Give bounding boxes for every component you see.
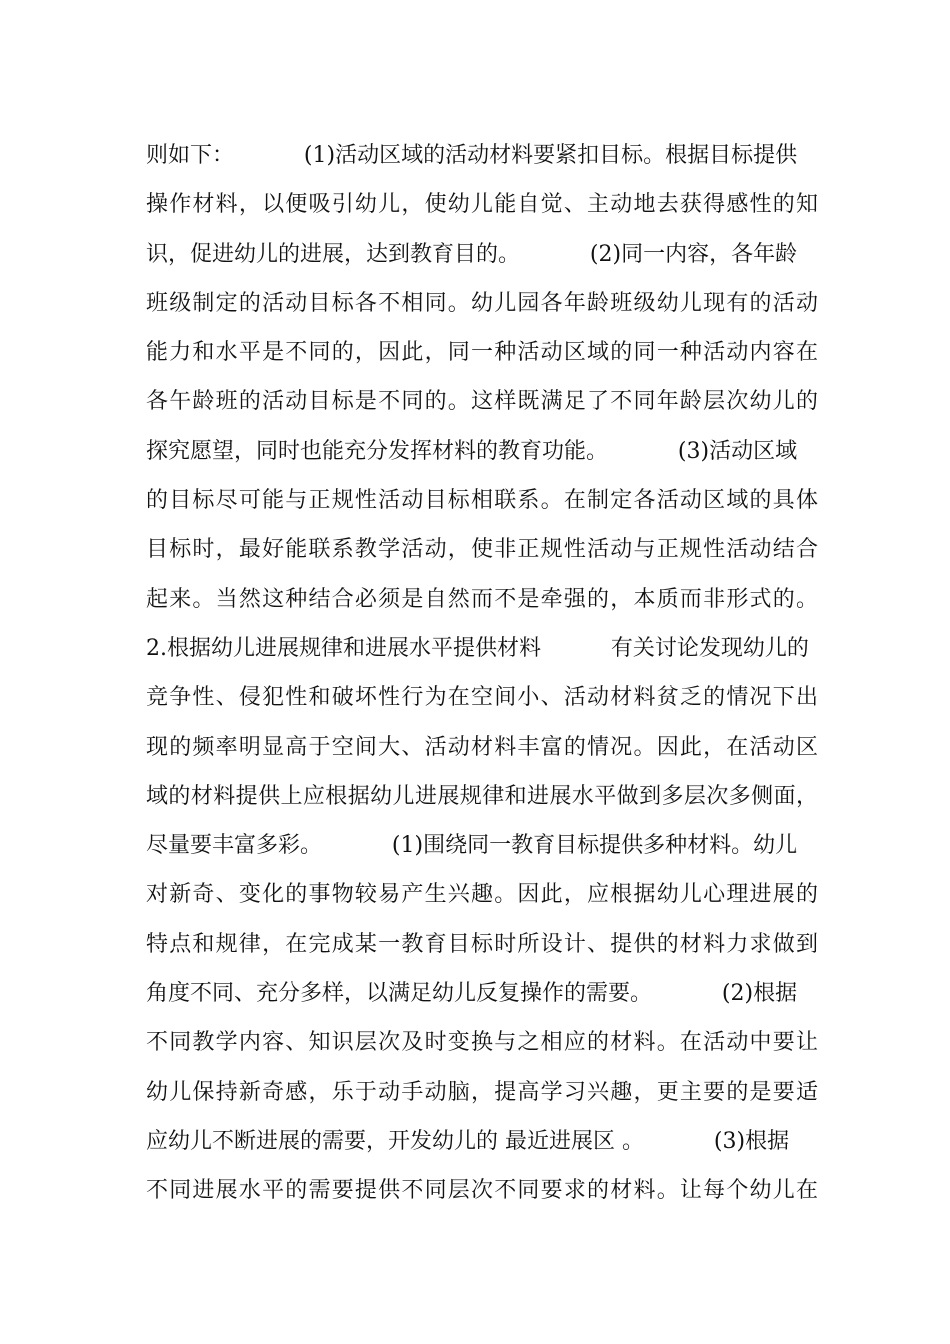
text-line: 探究愿望，同时也能充分发挥材料的教育功能。 (3)活动区域 <box>146 438 798 464</box>
text-line: 对新奇、变化的事物较易产生兴趣。因此，应根据幼儿心理进展的 <box>146 882 818 908</box>
text-line: 现的频率明显高于空间大、活动材料丰富的情况。因此，在活动区 <box>146 734 818 760</box>
text-line: 的目标尽可能与正规性活动目标相联系。在制定各活动区域的具体 <box>146 488 818 514</box>
text-line: 则如下： (1)活动区域的活动材料要紧扣目标。根据目标提供 <box>146 143 798 168</box>
text-line: 目标时，最好能联系教学活动，使非正规性活动与正规性活动结合 <box>146 537 818 563</box>
text-line: 不同进展水平的需要提供不同层次不同要求的材料。让每个幼儿在 <box>146 1178 818 1204</box>
text-line: 尽量要丰富多彩。 (1)围绕同一教育目标提供多种材料。幼儿 <box>146 833 798 859</box>
text-line: 识，促进幼儿的进展，达到教育目的。 (2)同一内容，各年龄 <box>146 241 798 267</box>
text-line: 2.根据幼儿进展规律和进展水平提供材料 有关讨论发现幼儿的 <box>146 635 809 661</box>
text-line: 班级制定的活动目标各不相同。幼儿园各年龄班级幼儿现有的活动 <box>146 290 818 316</box>
text-line: 操作材料，以便吸引幼儿，使幼儿能自觉、主动地去获得感性的知 <box>146 192 818 218</box>
text-line: 角度不同、充分多样，以满足幼儿反复操作的需要。 (2)根据 <box>146 981 798 1007</box>
text-line: 特点和规律，在完成某一教育目标时所设计、提供的材料力求做到 <box>146 931 818 957</box>
text-line: 竞争性、侵犯性和破坏性行为在空间小、活动材料贫乏的情况下出 <box>146 685 818 711</box>
text-line: 幼儿保持新奇感，乐于动手动脑，提高学习兴趣，更主要的是要适 <box>146 1079 818 1105</box>
text-line: 应幼儿不断进展的需要，开发幼儿的 最近进展区 。 (3)根据 <box>146 1128 790 1154</box>
text-line: 各午龄班的活动目标是不同的。这样既满足了不同年龄层次幼儿的 <box>146 389 818 415</box>
text-line: 起来。当然这种结合必须是自然而不是牵强的，本质而非形式的。 <box>146 586 818 612</box>
text-line: 能力和水平是不同的，因此，同一种活动区域的同一种活动内容在 <box>146 340 818 366</box>
text-line: 域的材料提供上应根据幼儿进展规律和进展水平做到多层次多侧面， <box>146 783 818 809</box>
body-text <box>146 131 818 1216</box>
text-line: 不同教学内容、知识层次及时变换与之相应的材料。在活动中要让 <box>146 1030 818 1056</box>
